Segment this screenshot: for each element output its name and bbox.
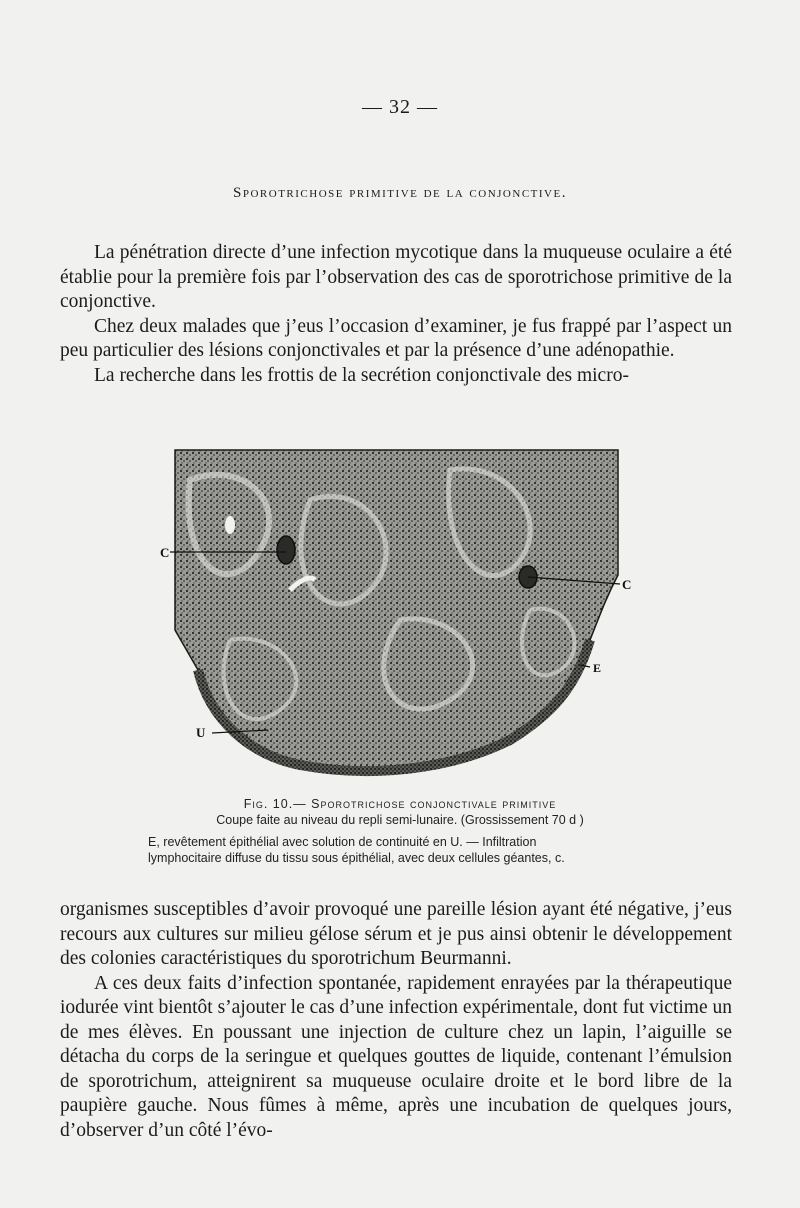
caption-legend-line: E, revêtement épithélial avec solution de continuité en U. — Infiltration [148, 835, 537, 849]
page-number: — 32 — [362, 96, 438, 118]
section-heading: Sporotrichose primitive de la conjonctive. [233, 185, 567, 201]
caption-legend-line: lymphocitaire diffuse du tissu sous épithélial, avec deux cellules géantes, c. [148, 851, 565, 865]
paragraph: A ces deux faits d’infection spontanée, rapidement enrayées par la thérapeutique iodurée vint bientôt s’ajouter le cas d’une infection expérimentale, dont fut victime un de mes élèves. En poussant une injection de culture chez un lapin, l’aiguille se détacha du corps de la seringue et quelques gouttes de liquide, contenant l’émulsion de sporotrichum, atteignirent sa muqueuse oculaire droite et le bord libre de la paupière gauche. Nous fûmes à même, après une incubation de quelques jours, d’observer d’un côté l’évo- [60, 972, 732, 1141]
giant-cell-left [277, 536, 295, 564]
body-text-top [60, 241, 732, 388]
histology-figure [150, 440, 640, 790]
figure-caption-subtitle: Coupe faite au niveau du repli semi-lunaire. (Grossissement 70 d ) [216, 813, 584, 827]
label-c-right: C [622, 577, 632, 592]
paragraph: La pénétration directe d’une infection mycotique dans la muqueuse oculaire a été établie pour la première fois par l’observation des cas de sporotrichose primitive de la conjonctive. [60, 242, 732, 312]
body-text-bottom [60, 898, 732, 1143]
figure-caption-legend [148, 834, 658, 866]
label-u: U [196, 725, 206, 740]
label-e: E [593, 661, 602, 675]
label-c-left: C [160, 545, 170, 560]
paragraph: Chez deux malades que j’eus l’occasion d’examiner, je fus frappé par l’aspect un peu particulier des lésions conjonctivales et par la présence d’une adénopathie. [60, 315, 732, 361]
tissue-section [175, 450, 618, 771]
figure-caption-title: Fig. 10.— Sporotrichose conjonctivale primitive [243, 797, 557, 811]
paragraph: organismes susceptibles d’avoir provoqué une pareille lésion ayant été négative, j’eus recours aux cultures sur milieu gélose sérum et je pus ainsi obtenir le développement des colonies caractéristiques du sporotrichum Beurmanni. [60, 899, 732, 969]
paragraph: La recherche dans les frottis de la secrétion conjonctivale des micro- [94, 364, 629, 386]
